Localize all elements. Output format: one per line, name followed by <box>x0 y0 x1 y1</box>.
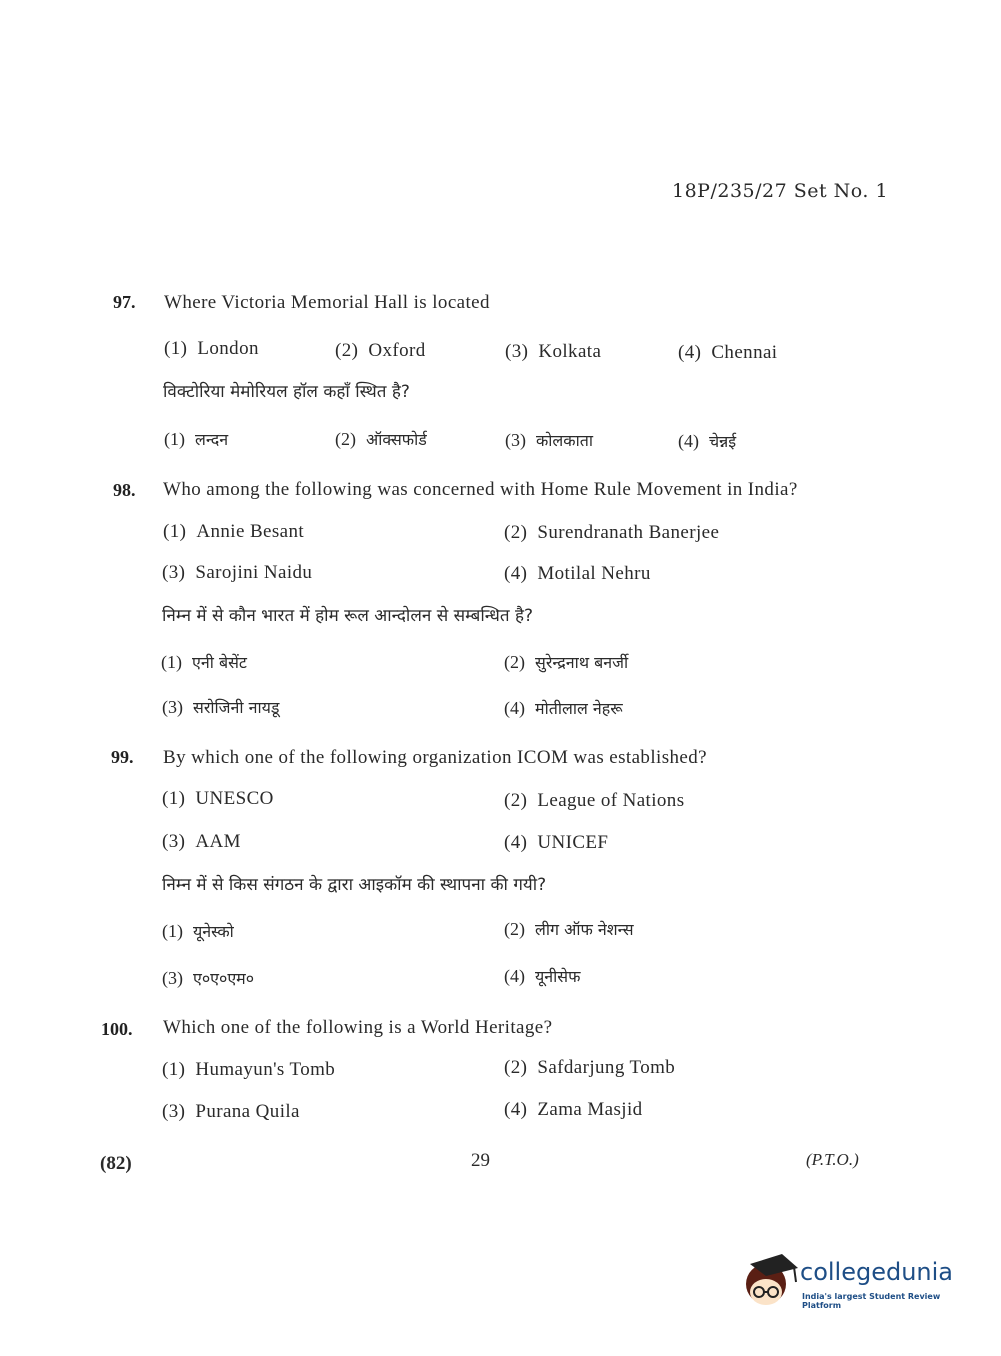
question-text-hindi: निम्न में से किस संगठन के द्वारा आइकॉम की स्थापना की गयी? <box>162 875 547 895</box>
question-text-hindi: निम्न में से कौन भारत में होम रूल आन्दोलन से सम्बन्धित है? <box>162 606 534 626</box>
option: (4) Zama Masjid <box>504 1099 643 1120</box>
option-hindi: (3) ए०ए०एम० <box>162 968 255 988</box>
option-hindi: (3) सरोजिनी नायडू <box>162 697 280 717</box>
question-text: Which one of the following is a World Heritage? <box>163 1017 553 1038</box>
option-hindi: (2) लीग ऑफ नेशन्स <box>504 919 634 939</box>
option: (1) Humayun's Tomb <box>162 1059 336 1080</box>
question-number: 99. <box>111 747 134 767</box>
option: (4) Chennai <box>678 342 778 363</box>
option: (2) League of Nations <box>504 790 685 811</box>
question-text: By which one of the following organization ICOM was established? <box>163 747 707 768</box>
option: (2) Safdarjung Tomb <box>504 1057 676 1078</box>
question-text: Who among the following was concerned with Home Rule Movement in India? <box>163 479 798 500</box>
brand-tagline: India's largest Student Review Platform <box>802 1292 941 1310</box>
set-number: 18P/235/27 Set No. 1 <box>672 180 889 202</box>
page-number: 29 <box>471 1150 490 1171</box>
option: (2) Surendranath Banerjee <box>504 522 720 543</box>
collegedunia-logo <box>742 1250 972 1310</box>
question-number: 100. <box>101 1019 133 1039</box>
option-hindi: (4) यूनीसेफ <box>504 966 581 986</box>
option: (4) UNICEF <box>504 832 609 853</box>
option: (3) Sarojini Naidu <box>162 562 313 583</box>
option: (1) London <box>164 338 259 359</box>
brand-name: collegedunia <box>800 1258 954 1286</box>
option: (2) Oxford <box>335 340 426 361</box>
question-text-hindi: विक्टोरिया मेमोरियल हॉल कहाँ स्थित है? <box>163 382 410 402</box>
option-hindi: (4) चेन्नई <box>678 431 737 451</box>
option: (3) AAM <box>162 831 241 852</box>
option-hindi: (2) ऑक्सफोर्ड <box>335 429 427 449</box>
paper-code: (82) <box>100 1153 132 1174</box>
option-hindi: (1) लन्दन <box>164 429 229 449</box>
option-hindi: (3) कोलकाता <box>505 430 593 450</box>
option: (3) Kolkata <box>505 341 602 362</box>
question-number: 97. <box>113 292 136 312</box>
option: (3) Purana Quila <box>162 1101 300 1122</box>
option: (1) Annie Besant <box>163 521 305 542</box>
option-hindi: (2) सुरेन्द्रनाथ बनर्जी <box>504 652 629 672</box>
question-text: Where Victoria Memorial Hall is located <box>164 292 490 313</box>
question-number: 98. <box>113 480 136 500</box>
option-hindi: (1) एनी बेसेंट <box>161 652 247 672</box>
mascot-icon <box>742 1250 798 1310</box>
option: (1) UNESCO <box>162 788 274 809</box>
option-hindi: (1) यूनेस्को <box>162 921 234 941</box>
pto-label: (P.T.O.) <box>806 1150 859 1169</box>
option-hindi: (4) मोतीलाल नेहरू <box>504 698 623 718</box>
option: (4) Motilal Nehru <box>504 563 651 584</box>
